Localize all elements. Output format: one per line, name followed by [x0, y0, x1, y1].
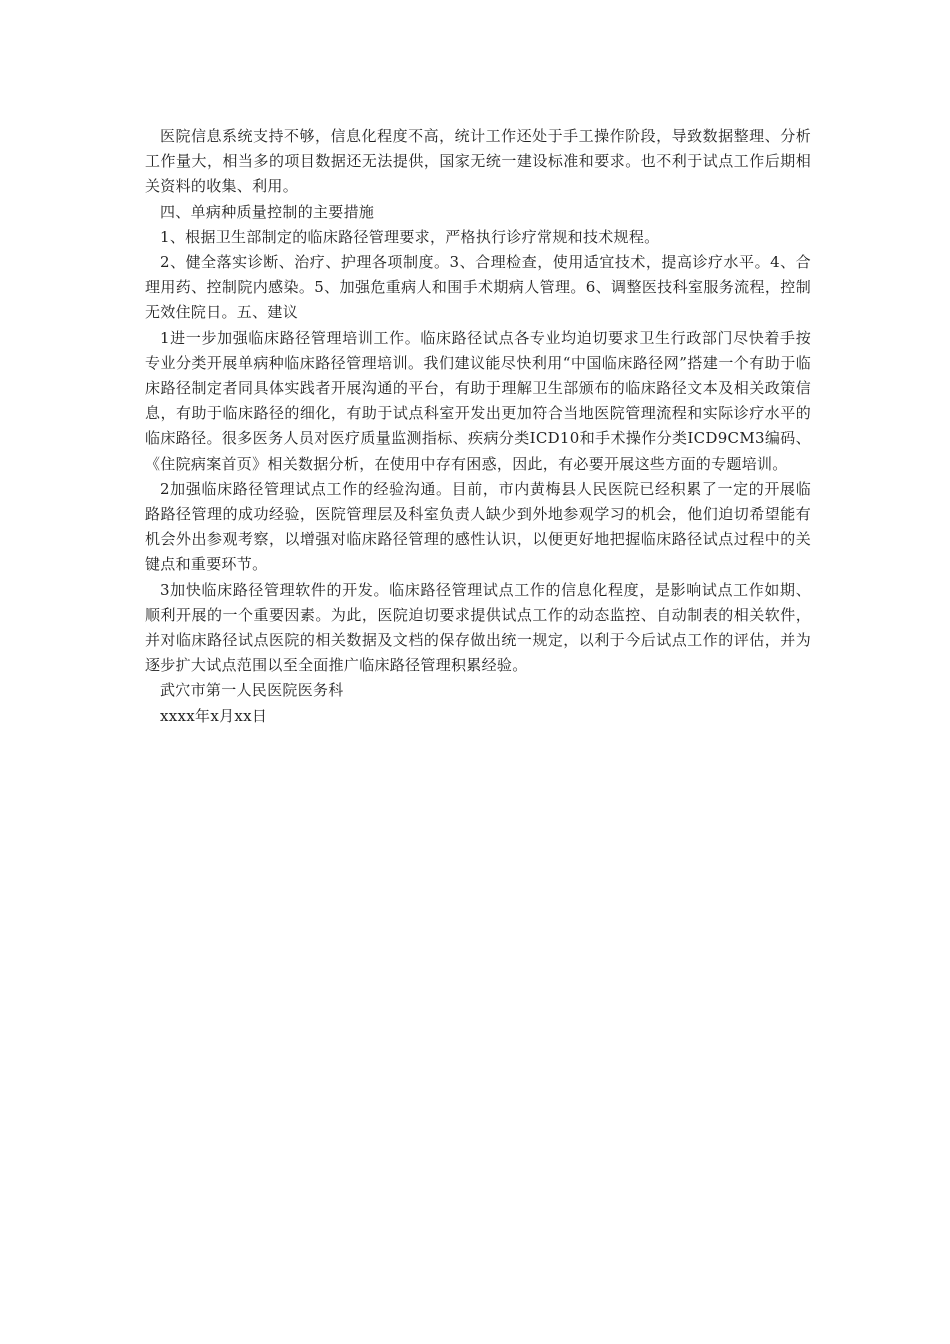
- paragraph-system-support: 医院信息系统支持不够，信息化程度不高，统计工作还处于手工操作阶段，导致数据整理、分析工作量大，相当多的项目数据还无法提供，国家无统一建设标准和要求。也不利于试点工作后期相关资料的收集、利用。: [145, 127, 811, 196]
- paragraph-measure-2-6: 2、健全落实诊断、治疗、护理各项制度。3、合理检查，使用适宜技术，提高诊疗水平。4、合理用药、控制院内感染。5、加强危重病人和围手术期病人管理。6、调整医技科室服务流程，控制无效住院日。五、建议: [145, 253, 811, 322]
- paragraph-suggestion-2: 2加强临床路径管理试点工作的经验沟通。目前，市内黄梅县人民医院已经积累了一定的开展临路路径管理的成功经验，医院管理层及科室负责人缺少到外地参观学习的机会，他们迫切希望能有机会外出参观考察，以增强对临床路径管理的感性认识，以便更好地把握临床路径试点过程中的关键点和重要环节。: [145, 479, 811, 574]
- section-heading-measures: 四、单病种质量控制的主要措施: [160, 202, 375, 221]
- paragraph-measure-1: 1、根据卫生部制定的临床路径管理要求，严格执行诊疗常规和技术规程。: [160, 227, 660, 246]
- paragraph-suggestion-3: 3加快临床路径管理软件的开发。临床路径管理试点工作的信息化程度，是影响试点工作如期、顺利开展的一个重要因素。为此，医院迫切要求提供试点工作的动态监控、自动制表的相关软件，并对临床路径试点医院的相关数据及文档的保存做出统一规定，以利于今后试点工作的评估，并为逐步扩大试点范围以至全面推广临床路径管理积累经验。: [145, 580, 811, 675]
- paragraph-suggestion-1: 1进一步加强临床路径管理培训工作。临床路径试点各专业均迫切要求卫生行政部门尽快着手按专业分类开展单病种临床路径管理培训。我们建议能尽快利用“中国临床路径网”搭建一个有助于临床路径制定者同具体实践者开展沟通的平台，有助于理解卫生部颁布的临床路径文本及相关政策信息，有助于临床路径的细化，有助于试点科室开发出更加符合当地医院管理流程和实际诊疗水平的临床路径。很多医务人员对医疗质量监测指标、疾病分类ICD10和手术操作分类ICD9CM3编码、《住院病案首页》相关数据分析，在使用中存有困惑，因此，有必要开展这些方面的专题培训。: [145, 328, 811, 473]
- signature-date: xxxx年x月xx日: [160, 706, 268, 725]
- signature-department: 武穴市第一人民医院医务科: [160, 681, 344, 700]
- document-body: [145, 124, 811, 729]
